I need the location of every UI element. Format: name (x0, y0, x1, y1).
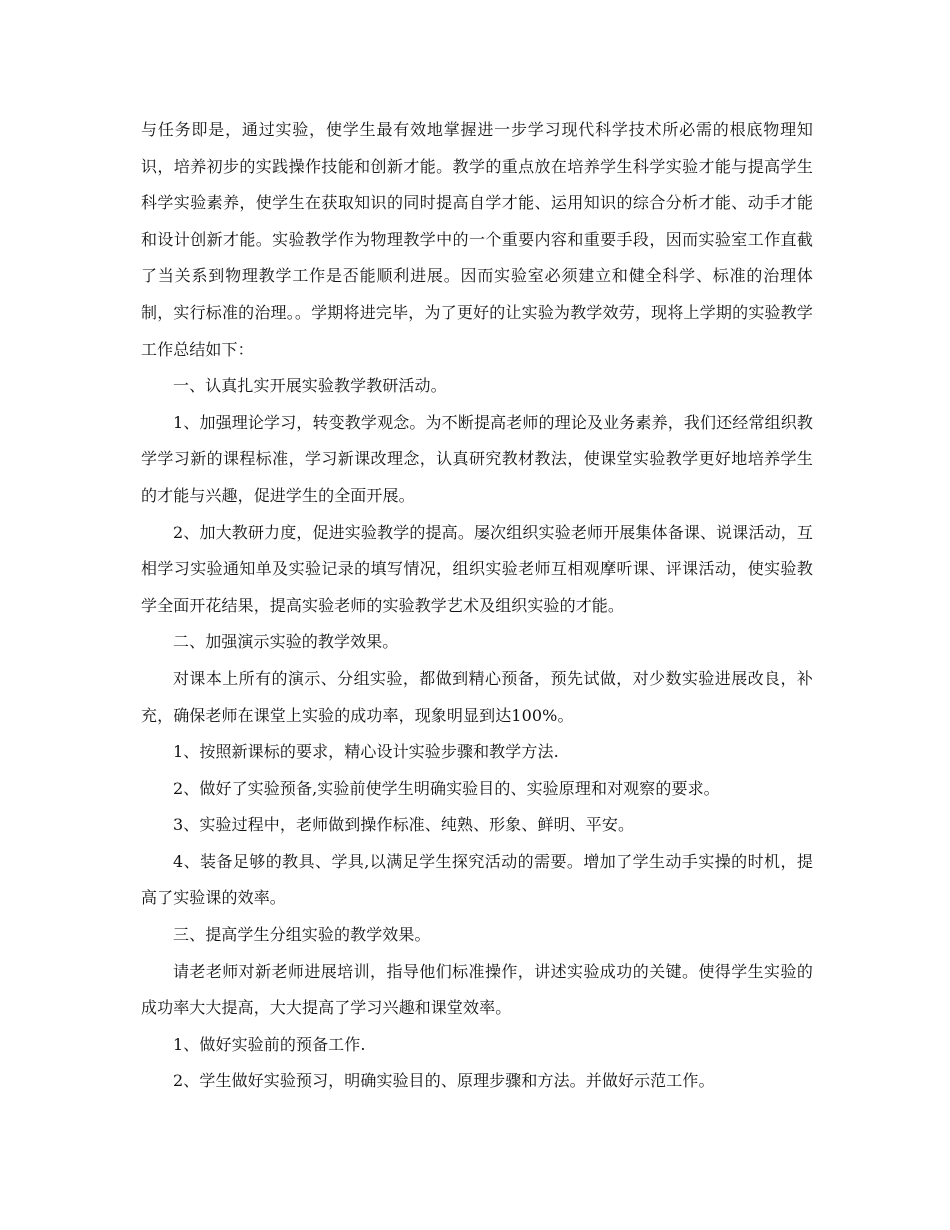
paragraph-2-3: 3、实验过程中，老师做到操作标准、纯熟、形象、鲜明、平安。 (173, 815, 635, 835)
paragraph-1-2: 2、加大教研力度，促进实验教学的提高。屡次组织实验老师开展集体备课、说课活动，互相学习实验通知单及实验记录的填写情况，组织实验老师互相观摩听课、评课活动，使实验教学全面开花结果，提高实验老师的实验教学艺术及组织实验的才能。 (141, 522, 813, 615)
heading-section-1: 一、认真扎实开展实验教学教研活动。 (173, 376, 447, 396)
paragraph-2-1: 1、按照新课标的要求，精心设计实验步骤和教学方法. (173, 742, 559, 762)
paragraph-3-intro: 请老老师对新老师进展培训，指导他们标准操作，讲述实验成功的关键。使得学生实验的成功率大大提高，大大提高了学习兴趣和课堂效率。 (141, 961, 813, 1018)
paragraph-2-intro: 对课本上所有的演示、分组实验，都做到精心预备，预先试做，对少数实验进展改良，补充，确保老师在课堂上实验的成功率，现象明显到达100%。 (141, 668, 813, 725)
paragraph-3-2: 2、学生做好实验预习，明确实验目的、原理步骤和方法。并做好示范工作。 (173, 1071, 715, 1091)
paragraph-intro: 与任务即是，通过实验，使学生最有效地掌握进一步学习现代科学技术所必需的根底物理知识，培养初步的实践操作技能和创新才能。教学的重点放在培养学生科学实验才能与提高学生科学实验素养，使学生在获取知识的同时提高自学才能、运用知识的综合分析才能、动手才能和设计创新才能。实验教学作为物理教学中的一个重要内容和重要手段，因而实验室工作直截了当关系到物理教学工作是否能顺利进展。因而实验室必须建立和健全科学、标准的治理体制，实行标准的治理。。学期将进完毕，为了更好的让实验为教学效劳，现将上学期的实验教学工作总结如下： (141, 120, 813, 359)
document-body (141, 112, 813, 1100)
paragraph-3-1: 1、做好实验前的预备工作. (173, 1034, 366, 1054)
heading-section-3: 三、提高学生分组实验的教学效果。 (173, 925, 431, 945)
paragraph-2-2: 2、做好了实验预备,实验前使学生明确实验目的、实验原理和对观察的要求。 (173, 778, 720, 798)
heading-section-2: 二、加强演示实验的教学效果。 (173, 632, 399, 652)
paragraph-1-1: 1、加强理论学习，转变教学观念。为不断提高老师的理论及业务素养，我们还经常组织教学学习新的课程标准，学习新课改理念，认真研究教材教法，使课堂实验教学更好地培养学生的才能与兴趣，促进学生的全面开展。 (141, 412, 813, 505)
paragraph-2-4: 4、装备足够的教具、学具,以满足学生探究活动的需要。增加了学生动手实操的时机，提高了实验课的效率。 (141, 851, 813, 908)
